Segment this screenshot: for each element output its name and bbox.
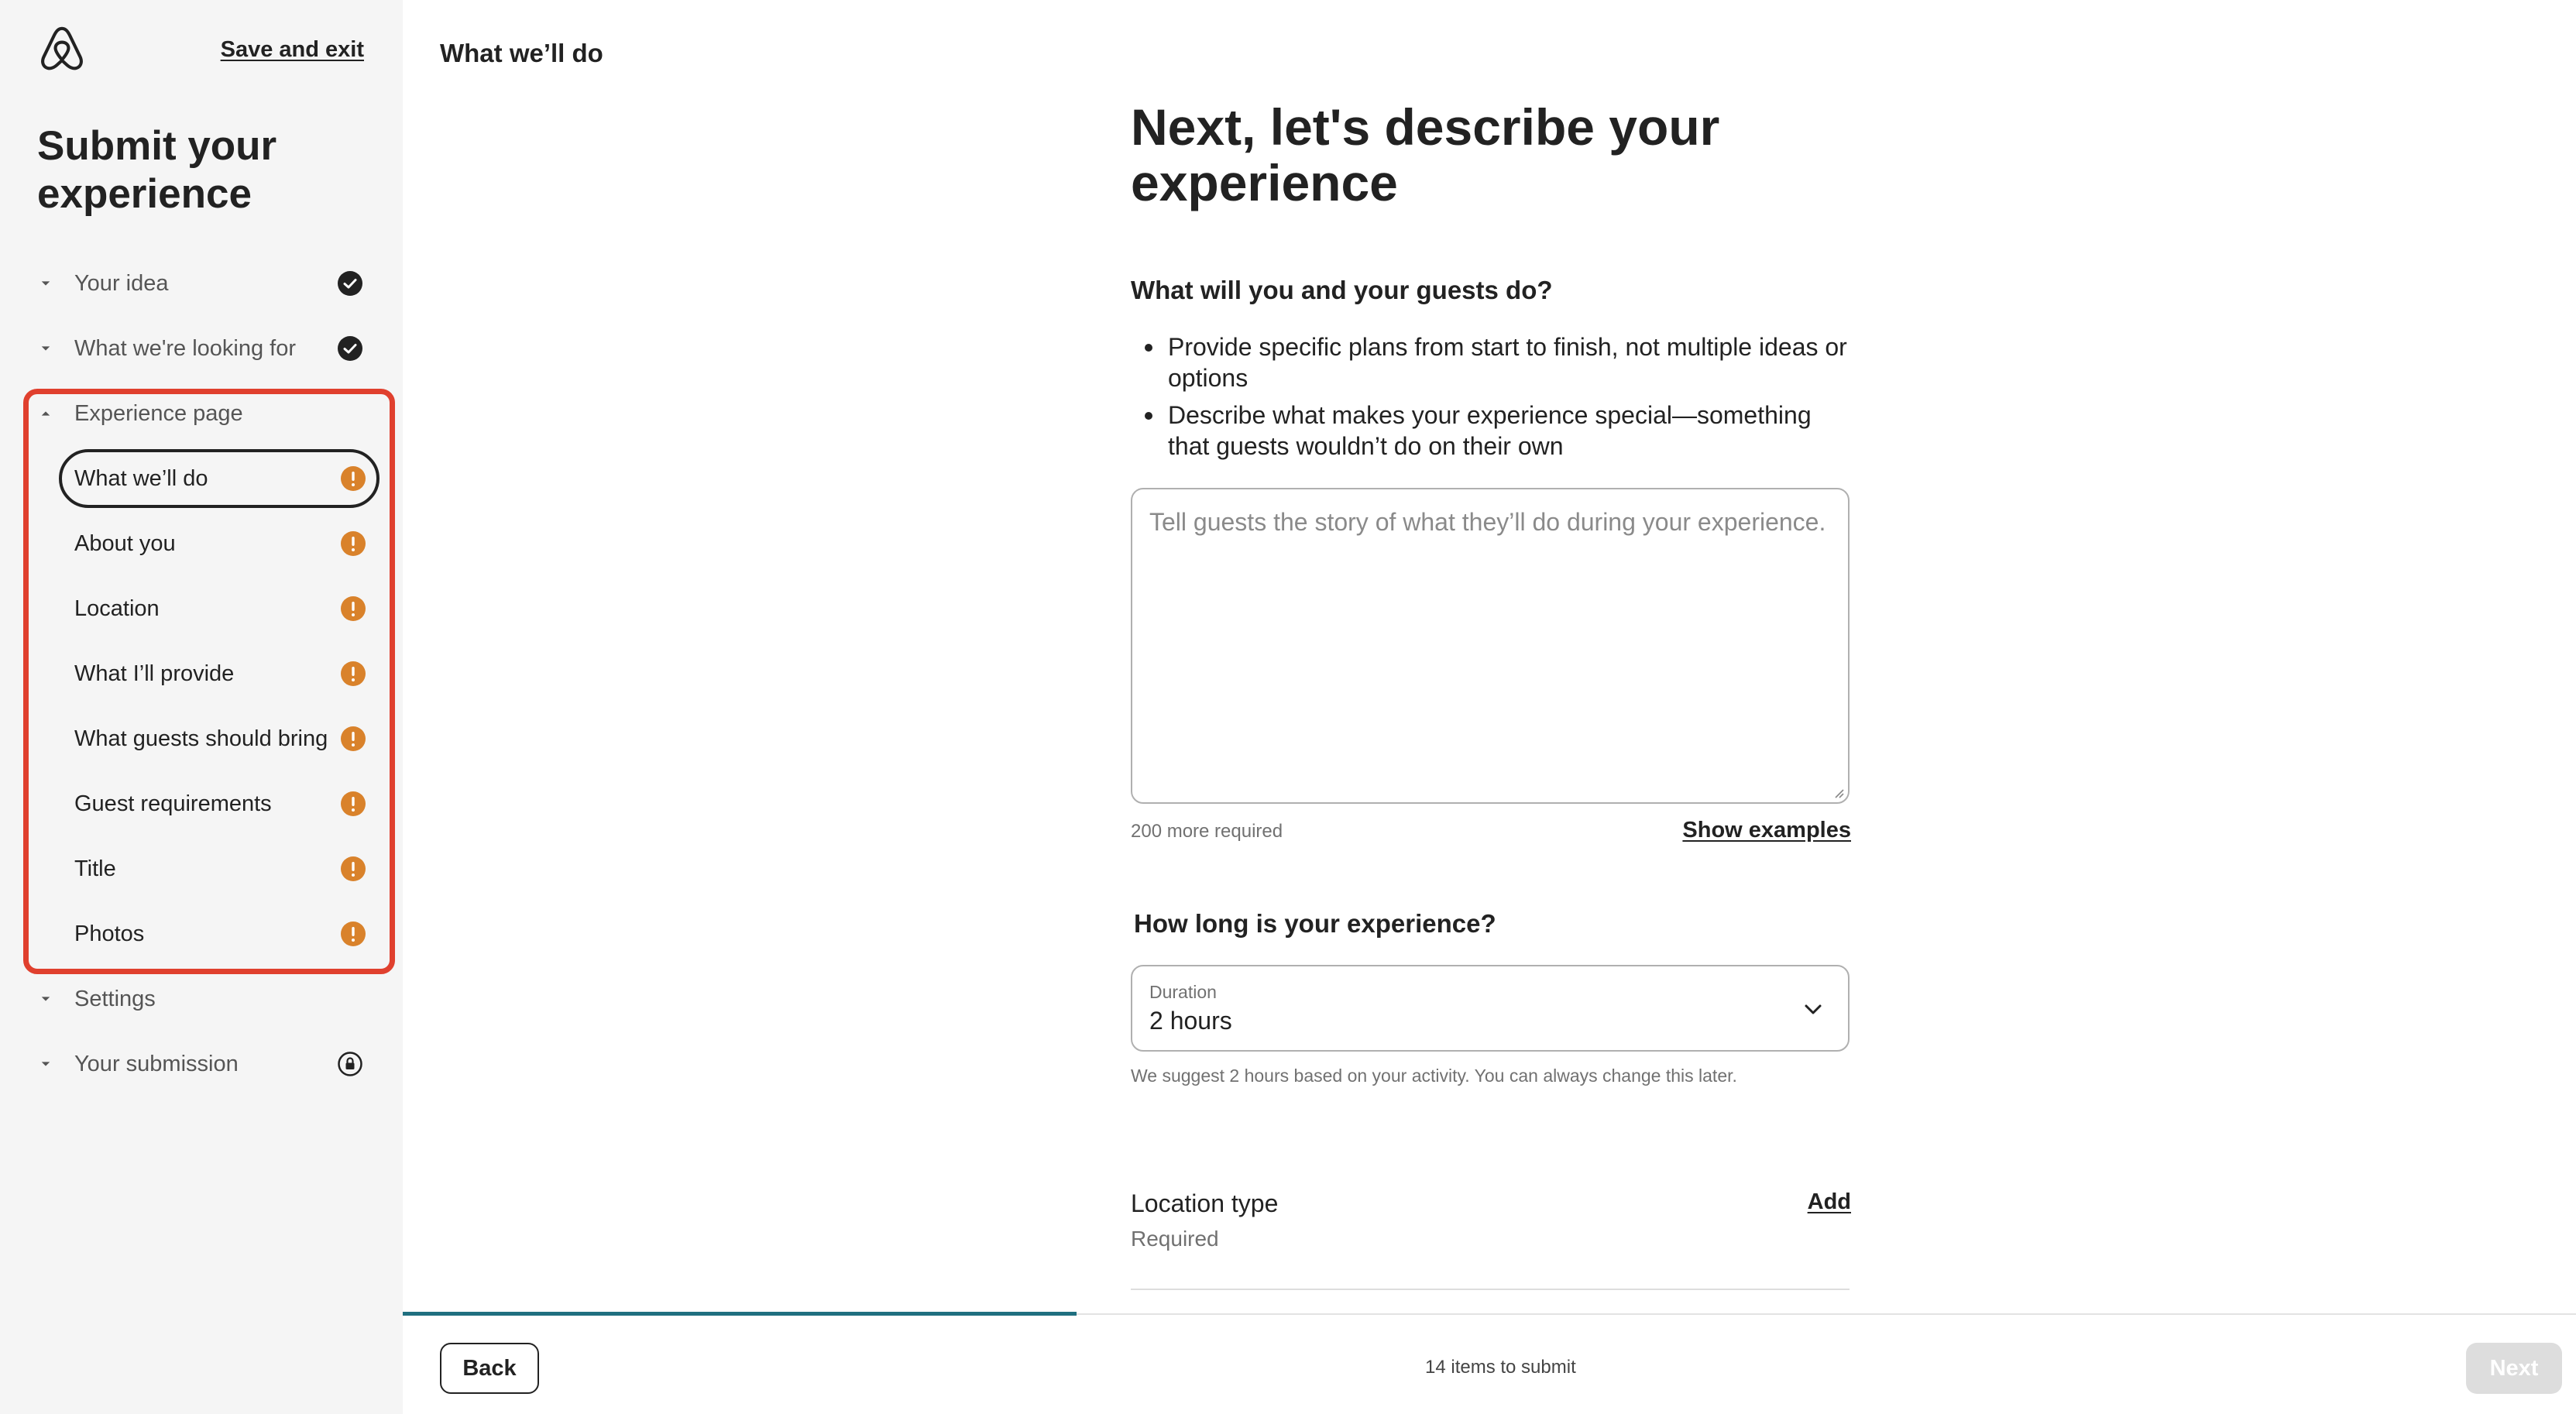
duration-question: How long is your experience?: [1134, 909, 1496, 938]
items-to-submit-count: 14 items to submit: [1425, 1357, 1576, 1378]
activity-question: What will you and your guests do?: [1131, 276, 1553, 304]
footer-bar: [403, 1313, 2576, 1414]
caret-down-icon: [25, 1056, 51, 1072]
nav-section-your-idea[interactable]: [25, 254, 378, 313]
check-circle-icon: [338, 271, 362, 296]
sidebar-item-label: What I’ll provide: [74, 661, 235, 686]
sidebar-item-label: Guest requirements: [74, 791, 272, 816]
caret-up-icon: [25, 406, 51, 421]
tips-list: [1131, 331, 1851, 468]
exclamation-circle-icon: [341, 596, 366, 621]
next-button[interactable]: Next: [2466, 1343, 2562, 1394]
location-type-label: Location type: [1131, 1189, 1279, 1217]
sidebar-item-label: Title: [74, 856, 116, 881]
nav-section-label: Your submission: [74, 1051, 239, 1076]
sidebar-title: Submit your experience: [37, 123, 277, 217]
sidebar-item-what-well-do[interactable]: [59, 449, 380, 508]
main-content: [403, 0, 2576, 1414]
location-type-required: Required: [1131, 1227, 1219, 1251]
exclamation-circle-icon: [341, 531, 366, 556]
location-type-add-link[interactable]: Add: [1807, 1189, 1851, 1214]
sidebar-item-label: Location: [74, 595, 160, 621]
sidebar-item-photos[interactable]: [59, 904, 380, 963]
story-textarea[interactable]: [1131, 488, 1850, 804]
save-and-exit-link[interactable]: Save and exit: [220, 37, 364, 62]
nav-section-your-submission[interactable]: [25, 1035, 378, 1093]
divider: [1131, 1289, 1850, 1290]
chevron-down-icon: [1801, 997, 1825, 1021]
duration-hint: We suggest 2 hours based on your activity. You can always change this later.: [1131, 1066, 1737, 1086]
nav-section-experience-page[interactable]: [25, 384, 378, 443]
tip-item: Describe what makes your experience special—something that guests wouldn’t do on their own: [1131, 400, 1851, 462]
show-examples-link[interactable]: Show examples: [1682, 818, 1851, 843]
sidebar-item-label: Photos: [74, 921, 145, 946]
exclamation-circle-icon: [341, 791, 366, 816]
exclamation-circle-icon: [341, 922, 366, 946]
sidebar-item-location[interactable]: [59, 579, 380, 638]
airbnb-logo-icon[interactable]: [39, 23, 85, 74]
nav-section-label: What we're looking for: [74, 335, 296, 361]
exclamation-circle-icon: [341, 726, 366, 751]
sidebar-item-label: What guests should bring: [74, 726, 328, 751]
page-title: Next, let's describe your experience: [1131, 98, 1720, 211]
caret-down-icon: [25, 991, 51, 1007]
progress-bar-fill: [403, 1312, 1077, 1316]
duration-select[interactable]: [1131, 965, 1850, 1052]
sidebar-item-label: What we’ll do: [74, 465, 208, 491]
sidebar-item-guest-requirements[interactable]: [59, 774, 380, 833]
check-circle-icon: [338, 336, 362, 361]
caret-down-icon: [25, 276, 51, 291]
back-button[interactable]: Back: [440, 1343, 539, 1394]
tip-item: Provide specific plans from start to finish, not multiple ideas or options: [1131, 331, 1851, 393]
exclamation-circle-icon: [341, 466, 366, 491]
duration-label: Duration: [1149, 982, 1217, 1002]
lock-circle-icon: [338, 1052, 362, 1076]
exclamation-circle-icon: [341, 661, 366, 686]
nav-section-settings[interactable]: [25, 970, 378, 1028]
nav-section-what-were-looking-for[interactable]: [25, 319, 378, 378]
sidebar-item-what-guests-should-bring[interactable]: [59, 709, 380, 768]
sidebar-item-label: About you: [74, 530, 176, 556]
nav-section-label: Experience page: [74, 400, 243, 426]
chars-required-hint: 200 more required: [1131, 821, 1283, 842]
progress-bar: [403, 1313, 2576, 1315]
nav-section-label: Your idea: [74, 270, 169, 296]
sidebar-item-about-you[interactable]: [59, 514, 380, 573]
nav-section-label: Settings: [74, 986, 156, 1011]
sidebar: [0, 0, 403, 1414]
exclamation-circle-icon: [341, 856, 366, 881]
caret-down-icon: [25, 341, 51, 356]
duration-value: 2 hours: [1149, 1007, 1232, 1035]
sidebar-item-title[interactable]: [59, 839, 380, 898]
resize-grip-icon[interactable]: [1831, 785, 1845, 799]
sidebar-item-what-ill-provide[interactable]: [59, 644, 380, 703]
page-heading: What we’ll do: [440, 39, 603, 67]
